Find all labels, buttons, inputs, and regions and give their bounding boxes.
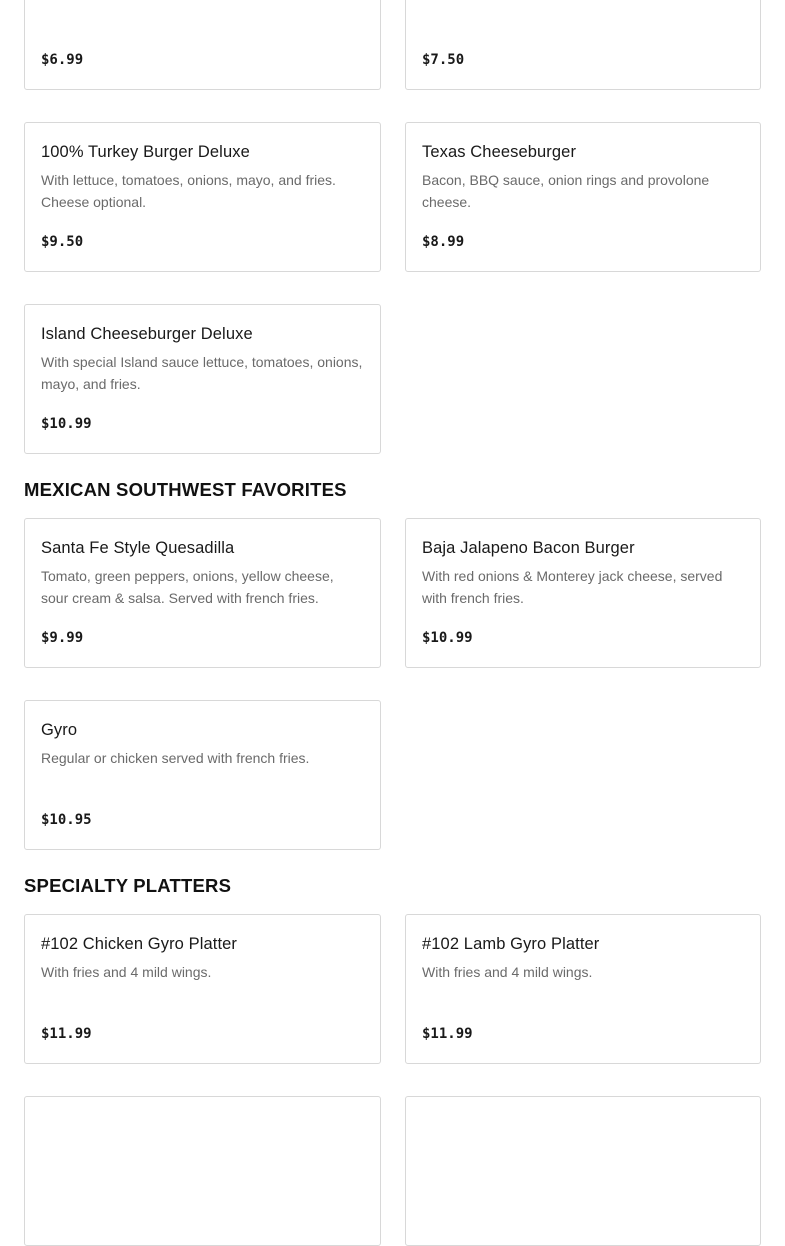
item-description: With lettuce, tomatoes, onions, mayo, and fries. Cheese optional. xyxy=(41,172,336,210)
item-description: With fries and 4 mild wings. xyxy=(422,964,593,980)
item-description: Regular or chicken served with french fries. xyxy=(41,750,310,766)
item-price: $11.99 xyxy=(422,1026,473,1042)
menu-item-card[interactable] xyxy=(24,700,381,850)
menu-item-card[interactable] xyxy=(24,518,381,668)
section-title: SPECIALTY PLATTERS xyxy=(24,875,232,896)
item-price: $6.99 xyxy=(41,52,84,68)
menu-item-card[interactable] xyxy=(24,914,381,1064)
menu-item-card[interactable] xyxy=(405,1096,761,1246)
item-name: 100% Turkey Burger Deluxe xyxy=(41,143,250,161)
item-price: $11.99 xyxy=(41,1026,92,1042)
item-name: Gyro xyxy=(41,721,78,739)
item-name: Santa Fe Style Quesadilla xyxy=(41,539,235,557)
item-description: With fries and 4 mild wings. xyxy=(41,964,212,980)
item-name: #102 Chicken Gyro Platter xyxy=(41,935,238,953)
item-name: Texas Cheeseburger xyxy=(422,143,577,161)
item-description: With special Island sauce lettuce, tomatoes, onions, mayo, and fries. xyxy=(41,354,363,392)
item-price: $7.50 xyxy=(422,52,465,68)
item-description: Bacon, BBQ sauce, onion rings and provolone cheese. xyxy=(422,172,710,210)
section-title: MEXICAN SOUTHWEST FAVORITES xyxy=(24,479,347,500)
item-name: Island Cheeseburger Deluxe xyxy=(41,325,253,343)
item-price: $9.50 xyxy=(41,234,84,250)
item-description: Tomato, green peppers, onions, yellow cheese, sour cream & salsa. Served with french fries. xyxy=(41,568,334,606)
menu-item-card[interactable] xyxy=(405,122,761,272)
menu-item-card[interactable] xyxy=(24,122,381,272)
item-price: $10.99 xyxy=(41,416,92,432)
item-price: $10.99 xyxy=(422,630,473,646)
item-name: Baja Jalapeno Bacon Burger xyxy=(422,539,635,557)
item-price: $9.99 xyxy=(41,630,84,646)
item-price: $10.95 xyxy=(41,812,92,828)
menu-item-card[interactable] xyxy=(24,304,381,454)
menu-item-card[interactable] xyxy=(405,914,761,1064)
item-price: $8.99 xyxy=(422,234,465,250)
item-name: #102 Lamb Gyro Platter xyxy=(422,935,600,953)
menu-item-card[interactable] xyxy=(24,1096,381,1246)
menu-item-card[interactable] xyxy=(24,0,381,90)
menu-item-card[interactable] xyxy=(405,0,761,90)
item-description: With red onions & Monterey jack cheese, served with french fries. xyxy=(422,568,723,606)
menu-item-card[interactable] xyxy=(405,518,761,668)
